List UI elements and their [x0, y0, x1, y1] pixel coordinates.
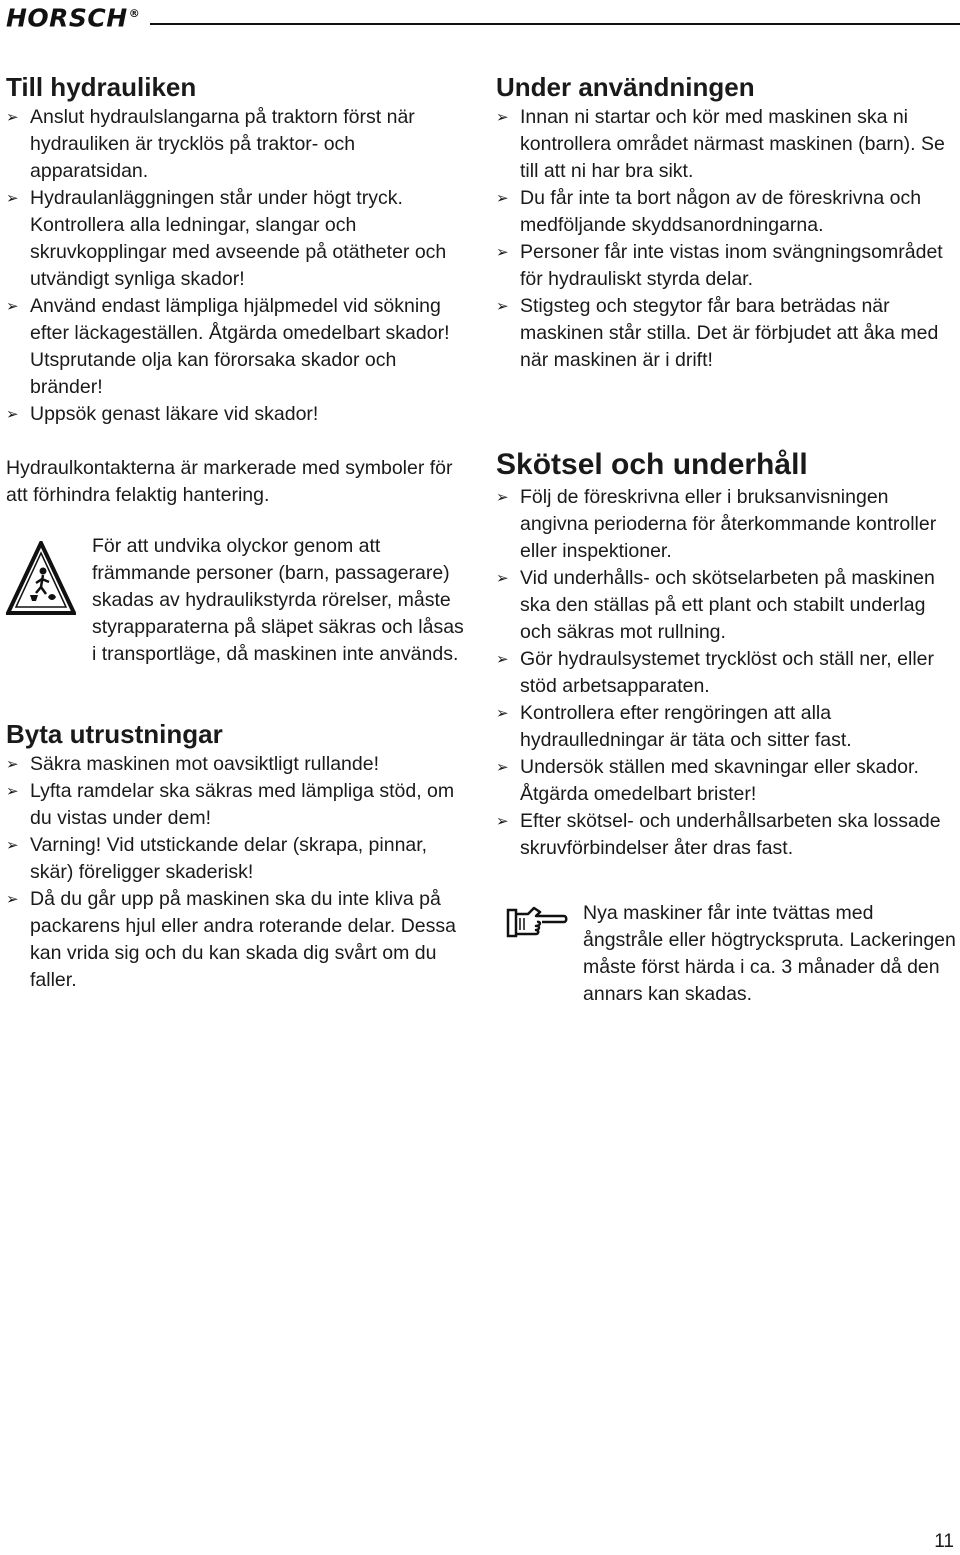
heading-usage: Under användningen [496, 72, 755, 102]
list-item: ➢ Följ de föreskrivna eller i bruksanvisningen angivna perioderna för återkommande kontroller eller inspektioner. [496, 486, 937, 562]
hydraulics-list [6, 104, 468, 428]
list-item: ➢ Lyfta ramdelar ska säkras med lämpliga stöd, om du vistas under dem! [6, 780, 455, 829]
page-header [0, 0, 960, 33]
warning-triangle-icon [6, 541, 76, 615]
list-item: ➢ Personer får inte vistas inom svängningsområdet för hydrauliskt styrda delar. [496, 241, 943, 290]
list-item: ➢ Då du går upp på maskinen ska du inte kliva på packarens hjul eller andra roterande delar. Dessa kan vrida sig och du kan skada dig svårt om du faller. [6, 888, 457, 991]
arrowhead-bullet-icon: ➢ [496, 570, 509, 587]
arrowhead-bullet-icon: ➢ [496, 489, 509, 506]
header-rule [150, 23, 960, 25]
heading-equipment: Byta utrustningar [6, 719, 223, 749]
list-item: ➢ Efter skötsel- och underhållsarbeten ska lossade skruvförbindelser åter dras fast. [496, 810, 941, 859]
arrowhead-bullet-icon: ➢ [496, 705, 509, 722]
arrowhead-bullet-icon: ➢ [496, 190, 509, 207]
list-item: ➢ Du får inte ta bort någon av de föreskrivna och medföljande skyddsanordningarna. [496, 187, 922, 236]
arrowhead-bullet-icon: ➢ [6, 109, 19, 126]
list-item: ➢ Uppsök genast läkare vid skador! [6, 401, 468, 428]
list-item: ➢ Innan ni startar och kör med maskinen ska ni kontrollera området närmast maskinen (barn). Se till att ni har bra sikt. [496, 106, 945, 182]
note-text: Nya maskiner får inte tvättas med ångstråle eller högtryckspruta. Lackeringen måste först härda i ca. 3 månader då den annars kan skadas. [583, 902, 956, 1005]
left-column [6, 70, 468, 994]
arrowhead-bullet-icon: ➢ [496, 244, 509, 261]
list-item: ➢ Använd endast lämpliga hjälpmedel vid sökning efter läckageställen. Åtgärda omedelbart skador! Utsprutande olja kan förorsaka skador och bränder! [6, 295, 450, 398]
heading-hydraulics: Till hydrauliken [6, 72, 197, 102]
list-item: ➢ Undersök ställen med skavningar eller skador. Åtgärda omedelbart brister! [496, 756, 919, 805]
horsch-logo: HORSCH® [6, 3, 141, 33]
heading-maintenance: Skötsel och underhåll [496, 448, 808, 481]
arrowhead-bullet-icon: ➢ [6, 837, 19, 854]
hydraulic-couplings-paragraph: Hydraulkontakterna är markerade med symboler för att förhindra felaktig hantering. [6, 457, 453, 506]
arrowhead-bullet-icon: ➢ [6, 406, 19, 423]
arrowhead-bullet-icon: ➢ [6, 190, 19, 207]
list-item: ➢ Anslut hydraulslangarna på traktorn först när hydrauliken är trycklös på traktor- och apparatsidan. [6, 106, 415, 182]
arrowhead-bullet-icon: ➢ [496, 813, 509, 830]
list-item: ➢ Vid underhålls- och skötselarbeten på maskinen ska den ställas på ett plant och stabilt underlag och säkras mot rullning. [496, 567, 935, 643]
list-item: ➢ Kontrollera efter rengöringen att alla hydraulledningar är täta och sitter fast. [496, 702, 852, 751]
arrowhead-bullet-icon: ➢ [496, 109, 509, 126]
arrowhead-bullet-icon: ➢ [496, 298, 509, 315]
arrowhead-bullet-icon: ➢ [6, 891, 19, 908]
list-item: ➢ Gör hydraulsystemet trycklöst och ställ ner, eller stöd arbetsapparaten. [496, 648, 934, 697]
list-item: ➢ Varning! Vid utstickande delar (skrapa, pinnar, skär) föreligger skaderisk! [6, 834, 428, 883]
page-number: 11 [934, 1531, 954, 1552]
list-item: ➢ Hydraulanläggningen står under högt tryck. Kontrollera alla ledningar, slangar och skruvkopplingar med avseende på otätheter och utvändigt synliga skador! [6, 187, 447, 290]
arrowhead-bullet-icon: ➢ [496, 651, 509, 668]
right-column [496, 70, 958, 1020]
arrowhead-bullet-icon: ➢ [6, 756, 19, 773]
list-item: ➢ Säkra maskinen mot oavsiktligt rullande! [6, 751, 468, 778]
equipment-list [6, 751, 468, 994]
warning-text: För att undvika olyckor genom att främmande personer (barn, passagerare) skadas av hydraulikstyrda rörelser, måste styrapparaterna på släpet säkras och låsas i transportläge, då maskinen inte används. [92, 535, 464, 665]
list-item: ➢ Stigsteg och stegytor får bara beträdas när maskinen står stilla. Det är förbjudet att åka med när maskinen är i drift! [496, 295, 939, 371]
usage-list [496, 104, 958, 374]
note-block [496, 900, 958, 1020]
pointing-hand-icon [506, 904, 568, 944]
arrowhead-bullet-icon: ➢ [496, 759, 509, 776]
warning-block [6, 533, 468, 703]
maintenance-list [496, 484, 958, 862]
arrowhead-bullet-icon: ➢ [6, 298, 19, 315]
arrowhead-bullet-icon: ➢ [6, 783, 19, 800]
